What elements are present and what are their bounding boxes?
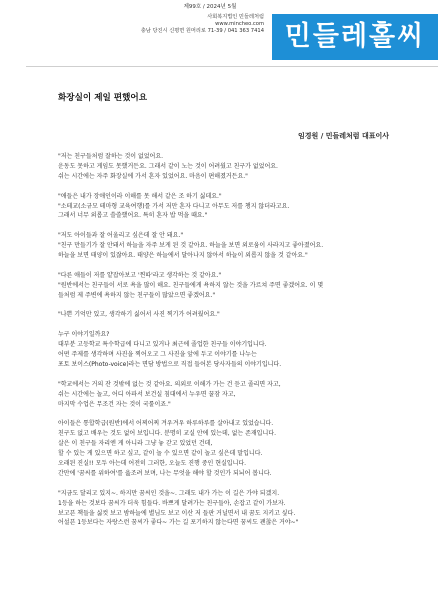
publisher-info [141, 14, 264, 35]
paragraph-line: "저는 친구들처럼 잘하는 것이 없었어요. [58, 153, 164, 160]
paragraph-line: "원반에서는 친구들이 서로 욕을 많이 해요. 친구들에게 욕하지 않는 것을 가르쳐 주면 좋겠어요. 이 몇 [58, 281, 324, 289]
paragraph-line: "저도 아이들과 잘 어울리고 싶은데 잘 안 돼요." [58, 232, 184, 240]
publisher-address: 충남 당진시 신평면 원머리로 71-39 / 041 363 7414 [140, 28, 264, 34]
paragraph-line: 하늘을 보면 태양이 있잖아요. 태양은 하늘에서 달아나지 않아서 하늘이 외롭지 않을 것 같아요." [58, 252, 308, 260]
article-paragraph [58, 152, 418, 182]
paragraph-line: 간만에 '꿈씨를 위하여'를 읊조려 보며, 나는 무엇을 해야 할 것인가 되뇌어 봅니다. [58, 469, 272, 477]
paragraph-line: 쉬는 시간에는 자주 화장실에 가서 혼자 있었어요. 마음이 편해졌거든요." [58, 172, 248, 180]
paragraph-line: 대부분 고등학교 특수학급에 다니고 있거나 최근에 졸업한 친구들 이야기입니다. [58, 341, 267, 349]
paragraph-line: 운동도 못하고 게임도 못했거든요. 그래서 같이 노는 것이 어려웠고 친구가 없었어요. [58, 162, 278, 170]
paragraph-line: 1등을 하는 것보다 꿈씨가 더욱 힘들다. 바쁘게 달려가는 친구들아, 손잡고 같이 가보자. [58, 499, 286, 507]
paragraph-line: "나쁜 기억만 있고, 생각하기 싫어서 사진 찍기가 어려웠어요." [58, 311, 220, 319]
paragraph-line: 들처럼 제 주변에 욕하지 않는 친구들이 많았으면 좋겠어요." [58, 291, 216, 299]
article-byline: 임경원 / 민들레처럼 대표이사 [297, 132, 389, 140]
newsletter-logo: 민들레홀씨 [272, 14, 438, 60]
header-divider [26, 66, 438, 67]
paragraph-line: 쉬는 시간에는 놀고, 어디 아파서 보건실 침대에서 누우면 꿀잠 자고, [58, 390, 236, 398]
paragraph-line: 누구 이야기일까요? [58, 331, 110, 339]
paragraph-line: "지금도 달리고 있지~. 하지만 꿈씨인 것을~. 그래도 내가 가는 이 길은 가야 되겠지. [58, 489, 280, 497]
publisher-website: www.mincheo.com [215, 21, 264, 27]
paragraph-line: 할 수 있는 게 있으면 하고 싶고, 같이 놀 수 있으면 같이 놀고 싶은데 말입니다. [58, 450, 263, 458]
paragraph-line: "학교에서는 거의 잔 것밖에 없는 것 같아요. 의외로 이해가 가는 건 듣고 졸리면 자고, [58, 380, 281, 388]
paragraph-line: 포토 보이스(Photo-voice)라는 면담 방법으로 직접 들어본 당사자들의 이야기입니다. [58, 360, 282, 368]
paragraph-line: "다른 애들이 저를 얕잡아보고 '찐따'라고 생각하는 것 같아요." [58, 271, 222, 279]
article-paragraph [58, 192, 418, 222]
paragraph-line: 그래서 너무 외롭고 쓸쓸했어요. 특히 혼자 밥 먹을 때요." [58, 212, 208, 220]
article-paragraph [58, 310, 418, 320]
article-body [58, 152, 418, 528]
paragraph-line: "친구 만들기가 잘 안돼서 하늘을 자주 보게 된 것 같아요. 하늘을 보면 외로움이 사라지고 좋아졌어요. [58, 242, 324, 250]
article-paragraph [58, 231, 418, 261]
newsletter-header [0, 0, 445, 70]
article-paragraph [58, 380, 418, 410]
paragraph-line: "애들은 내가 장애인이라 이해를 못 해서 같은 조 하기 싫데요." [58, 192, 222, 200]
paragraph-line: 어설픈 1등보다는 자랑스런 꿈씨가 좋다~ 가는 길 포기하지 않는다면 꿈씨도 괜찮은 거야~" [58, 519, 299, 527]
issue-number: 제99호 / 2024년 5월 [183, 4, 237, 10]
paragraph-line: "소테교(소규모 테마형 교육여행)를 가서 저만 혼자 다니고 아무도 저를 챙지 않더라고요. [58, 202, 290, 210]
paragraph-line: 보고픈 책들을 싫컷 보고 밤하늘에 별님도 보고 이산 저 들판 거닐면서 내 꿈도 지키고 싶다. [58, 509, 296, 517]
article-paragraph [58, 419, 418, 478]
article-title: 화장실이 제일 편했어요 [58, 93, 147, 103]
article-paragraph [58, 489, 418, 529]
paragraph-line: 아이들은 통합학급(원반)에서 어찌어찌 겨우겨우 하루하루를 살아내고 있었습니다. [58, 420, 274, 428]
paragraph-line: 살은 이 친구들 자리엔 게 아니라 그냥 놓 갇고 있었던 건데, [58, 440, 213, 448]
paragraph-line: 마지막 수업은 무조건 자는 것이 국룰이죠." [58, 400, 171, 408]
paragraph-line: 오래된 진실!! 모두 아는데 어전히 그러한, 오늘도 진행 중인 현실입니다. [58, 459, 247, 467]
paragraph-line: 친구도 없고 배우는 것도 없어 보입니다. 분명히 교실 안에 있는데, 없는 존재입니다. [58, 430, 276, 438]
article-paragraph [58, 330, 418, 370]
publisher-name: 사회복지법인 민들레처럼 [207, 14, 264, 20]
paragraph-line: 어떤 주제를 생각하며 사진을 찍어오고 그 사진을 앞에 두고 이야기를 나누는 [58, 351, 257, 359]
article-paragraph [58, 271, 418, 301]
